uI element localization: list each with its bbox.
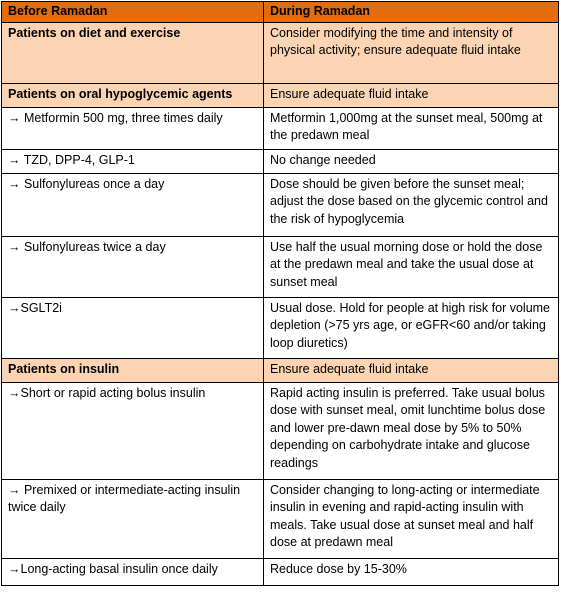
cell-before: → Premixed or intermediate-acting insulin twice daily	[2, 479, 264, 558]
table-row	[2, 83, 559, 107]
table-row	[2, 479, 559, 558]
cell-during: Consider changing to long-acting or intermediate insulin in evening and rapid-acting insulin with meals. Take usual dose at sunset meal and half dose at predawn meal	[264, 479, 559, 558]
table-row	[2, 382, 559, 479]
cell-during: Ensure adequate fluid intake	[264, 358, 559, 382]
cell-before: → Metformin 500 mg, three times daily	[2, 107, 264, 149]
table-row	[2, 558, 559, 585]
table-row	[2, 149, 559, 173]
table-row	[2, 358, 559, 382]
cell-during: Usual dose. Hold for people at high risk for volume depletion (>75 yrs age, or eGFR<60 and/or taking loop diuretics)	[264, 297, 559, 358]
table-header-row	[2, 2, 559, 23]
cell-before: Patients on diet and exercise	[2, 22, 264, 83]
table-row	[2, 107, 559, 149]
header-before-ramadan: Before Ramadan	[2, 2, 264, 23]
cell-before: Patients on insulin	[2, 358, 264, 382]
cell-during: No change needed	[264, 149, 559, 173]
cell-during: Reduce dose by 15-30%	[264, 558, 559, 585]
cell-during: Rapid acting insulin is preferred. Take usual bolus dose with sunset meal, omit lunchtime bolus dose and lower pre-dawn meal dose by 5% to 50% depending on carbohydrate intake and glucose readings	[264, 382, 559, 479]
table-row	[2, 297, 559, 358]
cell-during: Metformin 1,000mg at the sunset meal, 500mg at the predawn meal	[264, 107, 559, 149]
cell-before: →Long-acting basal insulin once daily	[2, 558, 264, 585]
cell-before: →SGLT2i	[2, 297, 264, 358]
table-row	[2, 173, 559, 236]
cell-before: → Sulfonylureas twice a day	[2, 236, 264, 297]
cell-before: Patients on oral hypoglycemic agents	[2, 83, 264, 107]
table-row	[2, 22, 559, 83]
header-during-ramadan: During Ramadan	[264, 2, 559, 23]
cell-during: Dose should be given before the sunset meal; adjust the dose based on the glycemic control and the risk of hypoglycemia	[264, 173, 559, 236]
cell-before: →Short or rapid acting bolus insulin	[2, 382, 264, 479]
cell-before: → TZD, DPP-4, GLP-1	[2, 149, 264, 173]
cell-before: → Sulfonylureas once a day	[2, 173, 264, 236]
table-row	[2, 236, 559, 297]
cell-during: Consider modifying the time and intensity of physical activity; ensure adequate fluid intake	[264, 22, 559, 83]
ramadan-dosing-table	[1, 1, 559, 586]
cell-during: Use half the usual morning dose or hold the dose at the predawn meal and take the usual dose at sunset meal	[264, 236, 559, 297]
cell-during: Ensure adequate fluid intake	[264, 83, 559, 107]
